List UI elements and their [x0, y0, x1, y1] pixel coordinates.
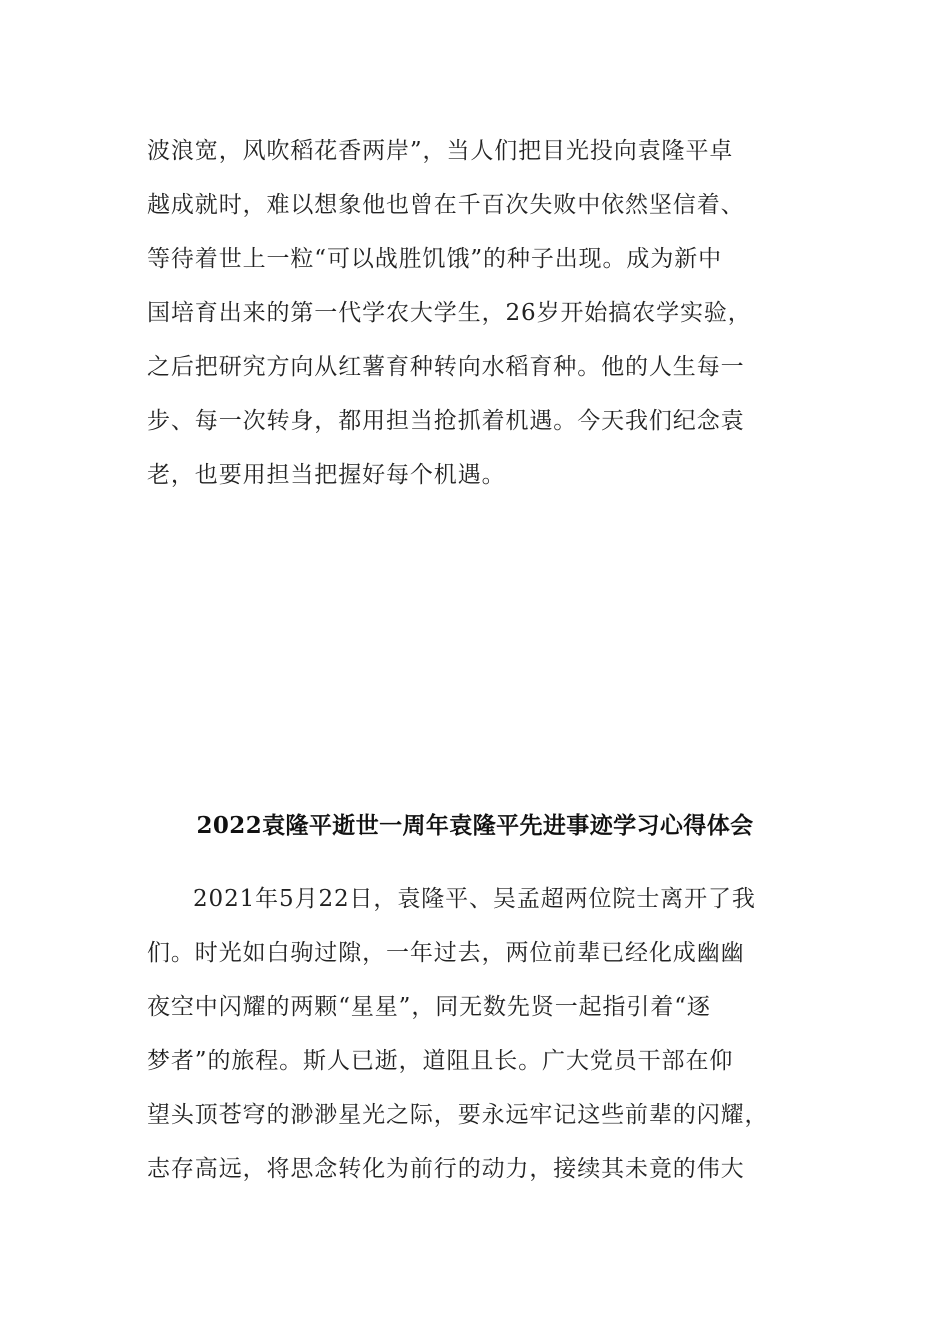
paragraph-line: 等待着世上一粒“可以战胜饥饿”的种子出现。成为新中	[147, 246, 723, 272]
paragraph-line: 步、每一次转身，都用担当抢抓着机遇。今天我们纪念袁	[147, 408, 745, 434]
paragraph-line: 2021年5月22日，袁隆平、吴孟超两位院士离开了我	[193, 886, 756, 912]
paragraph-line: 夜空中闪耀的两颗“星星”，同无数先贤一起指引着“逐	[147, 994, 711, 1020]
previous-paragraph	[147, 124, 807, 502]
paragraph-line: 越成就时，难以想象他也曾在千百次失败中依然坚信着、	[147, 192, 745, 218]
article-paragraph	[147, 872, 807, 1196]
paragraph-line: 们。时光如白驹过隙，一年过去，两位前辈已经化成幽幽	[147, 940, 745, 966]
article-title: 2022袁隆平逝世一周年袁隆平先进事迹学习心得体会	[196, 812, 754, 839]
paragraph-line: 波浪宽，风吹稻花香两岸”，当人们把目光投向袁隆平卓	[147, 138, 734, 164]
paragraph-line: 望头顶苍穹的渺渺星光之际，要永远牢记这些前辈的闪耀，	[147, 1102, 769, 1128]
paragraph-line: 老，也要用担当把握好每个机遇。	[147, 462, 506, 488]
paragraph-line: 之后把研究方向从红薯育种转向水稻育种。他的人生每一	[147, 354, 745, 380]
paragraph-line: 梦者”的旅程。斯人已逝，道阻且长。广大党员干部在仰	[147, 1048, 734, 1074]
paragraph-line: 志存高远，将思念转化为前行的动力，接续其未竟的伟大	[147, 1156, 745, 1182]
paragraph-line: 国培育出来的第一代学农大学生，26岁开始搞农学实验，	[147, 300, 752, 326]
